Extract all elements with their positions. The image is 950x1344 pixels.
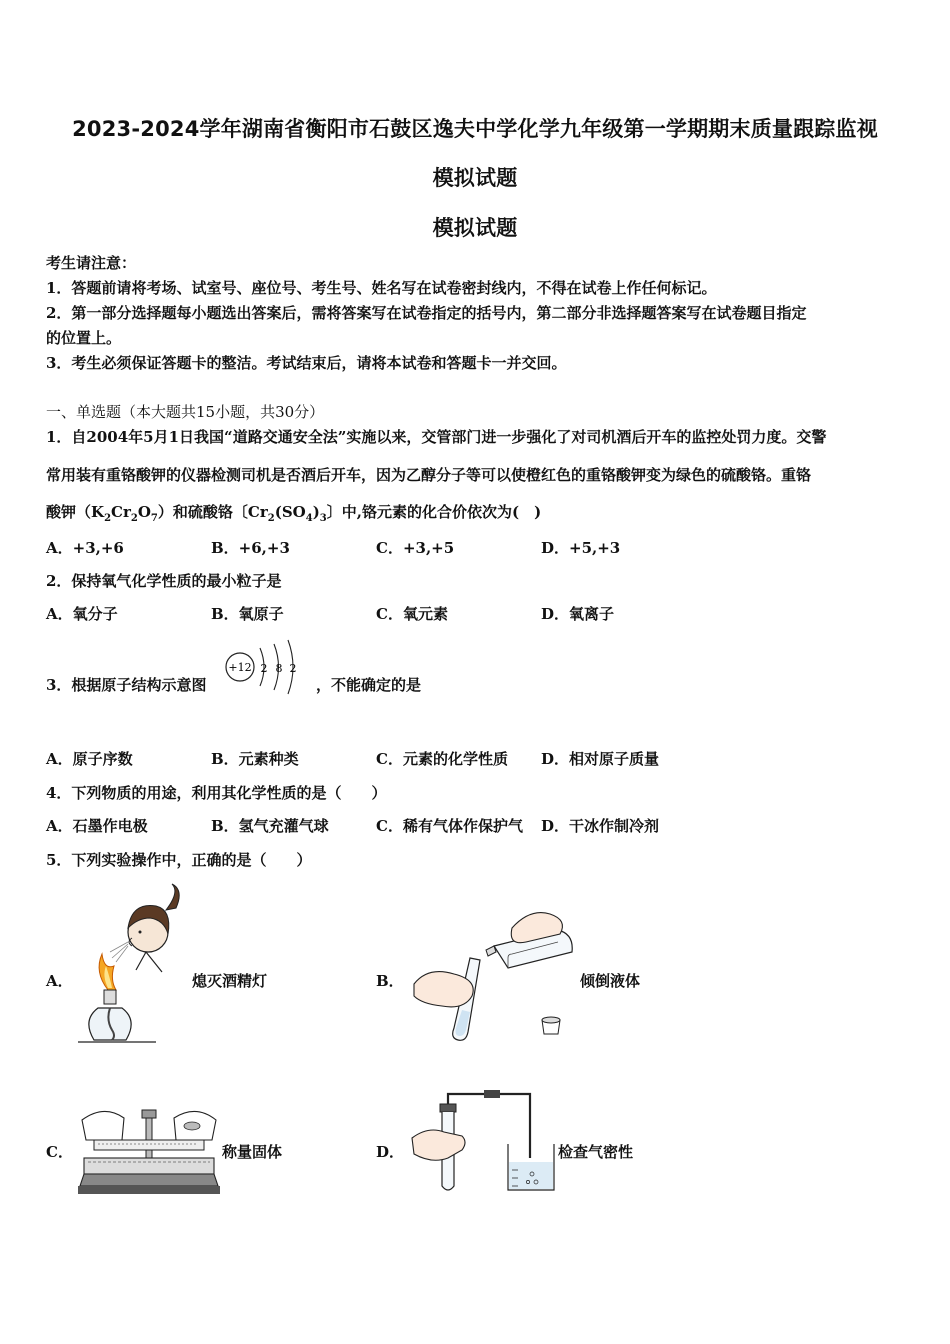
- q5-option-d-label[interactable]: D．: [376, 1143, 405, 1161]
- exam-title-line2: 模拟试题: [432, 166, 518, 190]
- nucleus-charge: +12: [228, 661, 252, 674]
- pouring-liquid-illustration: [408, 900, 580, 1048]
- q1-line2: 常用装有重铬酸钾的仪器检测司机是否酒后开车，因为乙醇分子等可以使橙红色的重铬酸钾变为绿色的硫酸铬。重铬: [46, 466, 812, 484]
- q1-text-pre: 酸钾（: [46, 503, 92, 521]
- formula-cr: Cr: [111, 503, 131, 521]
- q2-stem: 2．保持氧气化学性质的最小粒子是: [46, 572, 282, 590]
- shell-electrons-2: 8: [275, 662, 283, 675]
- exam-title-line3: 模拟试题: [432, 216, 518, 240]
- notice-item-2a: 2．第一部分选择题每小题选出答案后，需将答案写在试卷指定的括号内，第二部分非选择题答案写在试卷题目指定: [46, 304, 807, 322]
- q1-option-b[interactable]: B．+6,+3: [211, 539, 290, 557]
- q1-text-post: 〕中,铬元素的化合价依次为( ): [326, 503, 542, 521]
- q4-option-b[interactable]: B．氢气充灌气球: [211, 817, 329, 835]
- q1-option-c[interactable]: C．+3,+5: [376, 539, 455, 557]
- section-heading: 一、单选题（本大题共15小题，共30分）: [46, 403, 325, 421]
- notice-item-1: 1．答题前请将考场、试室号、座位号、考生号、姓名写在试卷密封线内，不得在试卷上作任何标记。: [46, 279, 717, 297]
- q4-option-c[interactable]: C．稀有气体作保护气: [376, 817, 523, 835]
- shell-electrons-3: 2: [289, 662, 297, 675]
- q3-option-d[interactable]: D．相对原子质量: [541, 750, 660, 768]
- formula-o-sub: 7: [150, 513, 158, 524]
- q3-option-c[interactable]: C．元素的化学性质: [376, 750, 508, 768]
- formula-so4: (SO: [274, 503, 306, 521]
- formula-so4-sub: 4: [305, 513, 313, 524]
- q2-option-c[interactable]: C．氧元素: [376, 605, 448, 623]
- atom-structure-diagram: [222, 634, 314, 698]
- q2-option-b[interactable]: B．氧原子: [211, 605, 284, 623]
- q4-option-d[interactable]: D．干冰作制冷剂: [541, 817, 660, 835]
- q2-option-d[interactable]: D．氧离子: [541, 605, 615, 623]
- q3-stem-post: ，不能确定的是: [316, 676, 422, 694]
- q5-stem: 5．下列实验操作中，正确的是（ ）: [46, 851, 312, 869]
- notice-item-3: 3．考生必须保证答题卡的整洁。考试结束后，请将本试卷和答题卡一并交回。: [46, 354, 567, 372]
- q5-option-b-label[interactable]: B．: [376, 972, 404, 990]
- shell-electrons-1: 2: [260, 662, 268, 675]
- q4-option-a[interactable]: A．石墨作电极: [46, 817, 148, 835]
- q4-stem: 4．下列物质的用途，利用其化学性质的是（ ）: [46, 784, 387, 802]
- formula-cr2-sub: 2: [267, 513, 275, 524]
- balance-scale-illustration: [78, 1100, 220, 1196]
- q1-option-d[interactable]: D．+5,+3: [541, 539, 621, 557]
- q1-line3: [46, 501, 541, 524]
- formula-so4-sub2: 3: [319, 513, 327, 524]
- formula-so4-close: ): [312, 503, 320, 521]
- airtightness-check-illustration: [408, 1086, 558, 1196]
- q5-option-b-caption: 倾倒液体: [580, 972, 641, 990]
- q5-option-a-label[interactable]: A．: [46, 972, 73, 990]
- formula-cr2: Cr: [247, 503, 268, 521]
- q5-option-a-caption: 熄灭酒精灯: [192, 972, 268, 990]
- q5-option-d-caption: 检查气密性: [558, 1143, 634, 1161]
- exam-title-line1: 2023-2024学年湖南省衡阳市石鼓区逸夫中学化学九年级第一学期期末质量跟踪监视: [72, 117, 878, 141]
- formula-cr-sub: 2: [130, 513, 138, 524]
- alcohol-lamp-illustration: [76, 880, 186, 1048]
- q3-option-a[interactable]: A．原子序数: [46, 750, 133, 768]
- q2-option-a[interactable]: A．氧分子: [46, 605, 118, 623]
- q1-text-mid: ）和硫酸铬〔: [157, 503, 248, 521]
- formula-o: O: [137, 503, 151, 521]
- q1-line1: 1．自2004年5月1日我国“道路交通安全法”实施以来，交管部门进一步强化了对司机酒后开车的监控处罚力度。交警: [46, 428, 827, 446]
- notice-item-2b: 的位置上。: [46, 329, 122, 347]
- q3-stem-pre: 3．根据原子结构示意图: [46, 676, 207, 694]
- q5-option-c-caption: 称量固体: [222, 1143, 283, 1161]
- formula-k-sub: 2: [104, 513, 112, 524]
- notice-heading: 考生请注意：: [46, 254, 137, 272]
- q5-option-c-label[interactable]: C．: [46, 1143, 73, 1161]
- q1-option-a[interactable]: A．+3,+6: [46, 539, 124, 557]
- q3-option-b[interactable]: B．元素种类: [211, 750, 299, 768]
- formula-k: K: [91, 503, 105, 521]
